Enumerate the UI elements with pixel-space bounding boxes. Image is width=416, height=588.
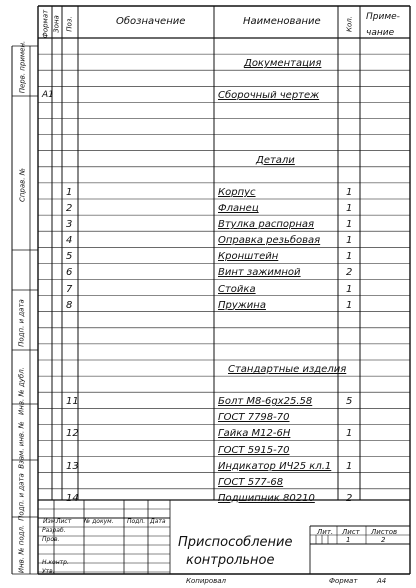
side-inv-podl: Инв. № подл. <box>17 524 26 574</box>
cell-pos: 5 <box>66 251 73 263</box>
footer-kopiroval: Копировал <box>186 577 226 585</box>
table-row <box>0 344 416 360</box>
cell-name: Сборочный чертеж <box>218 90 320 102</box>
tb-list-label: Лист <box>342 528 360 536</box>
cell-pos: 4 <box>66 235 73 247</box>
side-podp-data-2: Подп. и дата <box>17 473 26 521</box>
tb-n-kontr: Н.контр. <box>42 559 69 566</box>
table-row <box>0 54 416 70</box>
cell-pos: 13 <box>66 460 79 472</box>
tb-list: Лист <box>56 518 72 525</box>
table-row <box>0 392 416 408</box>
cell-pos: 14 <box>66 492 79 504</box>
tb-title-line-1: Приспособление <box>178 535 293 550</box>
cell-name: Индикатор ИЧ25 кл.1 <box>218 460 332 472</box>
cell-name: Гайка М12-6Н <box>218 428 291 440</box>
table-row <box>0 328 416 344</box>
tb-title-line-2: контрольное <box>186 553 275 568</box>
tb-razrab: Разраб. <box>42 527 66 534</box>
table-row <box>0 151 416 167</box>
cell-name: Корпус <box>218 186 256 198</box>
tb-lit-label: Лит. <box>317 528 334 536</box>
table-row <box>0 376 416 392</box>
cell-name: Винт зажимной <box>218 267 301 279</box>
table-row <box>0 473 416 489</box>
table-row <box>0 183 416 199</box>
cell-qty: 1 <box>346 251 353 263</box>
side-sprav: Справ. № <box>18 167 27 203</box>
header-note-2: чание <box>366 28 395 38</box>
cell-name: Фланец <box>218 203 259 214</box>
tb-izm: Изм. <box>43 518 58 525</box>
header-pos: Поз. <box>65 16 74 32</box>
table-row <box>0 408 416 424</box>
cell-qty: 5 <box>346 396 353 408</box>
cell-name: ГОСТ 5915-70 <box>218 444 290 456</box>
cell-pos: 12 <box>66 428 79 440</box>
table-row <box>0 70 416 86</box>
cell-qty: 1 <box>346 283 353 295</box>
cell-section-title: Детали <box>256 154 295 166</box>
cell-section-title: Стандартные изделия <box>228 364 347 375</box>
cell-pos: 11 <box>66 396 79 408</box>
side-podp-data-1: Подп. и дата <box>17 299 26 347</box>
cell-name: ГОСТ 577-68 <box>218 476 284 488</box>
cell-section-title: Документация <box>244 58 322 70</box>
table-row <box>0 199 416 215</box>
cell-qty: 1 <box>346 460 353 472</box>
table-row <box>0 215 416 231</box>
table-row <box>0 441 416 457</box>
cell-name: Втулка распорная <box>218 219 315 231</box>
cell-qty: 1 <box>346 219 353 231</box>
table-row <box>0 247 416 263</box>
cell-name: Пружина <box>218 299 266 311</box>
cell-format: А1 <box>42 90 54 101</box>
cell-name: Оправка резьбовая <box>218 235 321 247</box>
header-name: Наименование <box>243 16 321 27</box>
table-row <box>0 38 416 54</box>
cell-name: ГОСТ 7798-70 <box>218 412 290 424</box>
cell-pos: 3 <box>66 219 73 231</box>
table-row <box>0 102 416 118</box>
cell-qty: 1 <box>346 203 353 214</box>
cell-qty: 1 <box>346 299 353 311</box>
header-format: Формат <box>41 9 50 39</box>
table-row <box>0 312 416 328</box>
cell-qty: 1 <box>346 235 353 247</box>
tb-listov-value: 2 <box>381 536 386 544</box>
side-perv-primen: Перв. примен. <box>18 40 27 94</box>
header-designation: Обозначение <box>116 16 186 27</box>
cell-name: Кронштейн <box>218 251 279 263</box>
table-row <box>0 135 416 151</box>
cell-qty: 2 <box>346 492 353 504</box>
table-row <box>0 167 416 183</box>
cell-pos: 6 <box>66 267 73 279</box>
tb-list-value: 1 <box>346 536 351 544</box>
table-row <box>0 119 416 135</box>
cell-qty: 2 <box>346 267 353 279</box>
cell-pos: 1 <box>66 186 73 198</box>
tb-utv: Утв. <box>42 568 55 575</box>
tb-n-dokum: № докум. <box>84 518 114 525</box>
side-inv-dubl: Инв. № дубл. <box>17 367 26 415</box>
header-zone: Зона <box>52 15 61 33</box>
table-row <box>0 86 416 102</box>
cell-pos: 2 <box>66 203 73 214</box>
cell-pos: 7 <box>66 283 73 295</box>
table-row <box>0 296 416 312</box>
table-row <box>0 231 416 247</box>
side-vzam-inv: Взам. инв. № <box>17 421 26 469</box>
cell-qty: 1 <box>346 186 353 198</box>
table-row <box>0 457 416 473</box>
cell-name: Болт М8-6gх25.58 <box>218 396 313 408</box>
tb-data: Дата <box>150 518 166 525</box>
cell-qty: 1 <box>346 428 353 440</box>
table-row <box>0 360 416 376</box>
header-qty: Кол. <box>345 16 354 32</box>
table-row <box>0 280 416 296</box>
cell-name: Стойка <box>218 283 256 295</box>
tb-listov-label: Листов <box>371 528 398 536</box>
footer-format-label: Формат <box>329 577 358 585</box>
table-row <box>0 489 416 505</box>
table-row <box>0 424 416 440</box>
table-row <box>0 263 416 279</box>
footer-format-value: А4 <box>377 577 387 585</box>
tb-podp: Подп. <box>127 518 146 525</box>
cell-name: Подшипник 80210 <box>218 492 315 504</box>
cell-pos: 8 <box>66 299 73 311</box>
header-note-1: Приме- <box>366 12 400 22</box>
tb-prov: Пров. <box>42 536 60 543</box>
